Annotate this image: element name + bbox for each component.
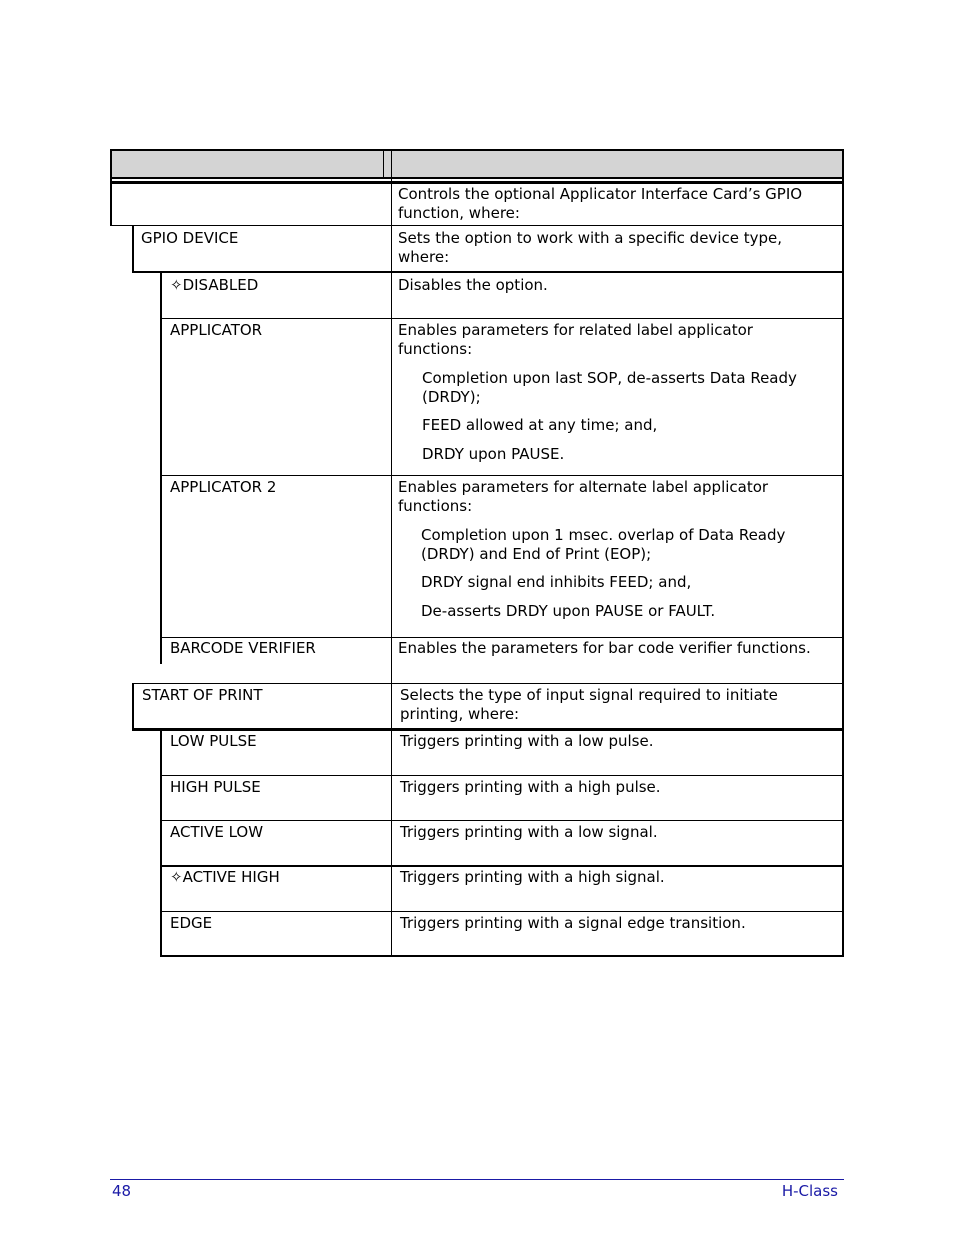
grid-line <box>160 775 844 776</box>
grid-line <box>132 226 134 273</box>
grid-line <box>160 730 162 957</box>
row-desc-line: functions: <box>398 340 473 358</box>
footer-product-name: H-Class <box>781 1182 838 1200</box>
row-desc-line: where: <box>398 248 450 266</box>
row-desc-line: Enables parameters for related label applicator <box>398 321 753 339</box>
grid-line <box>160 475 844 476</box>
row-name: ✧DISABLED <box>170 276 259 294</box>
row-desc-line: Disables the option. <box>398 276 548 294</box>
sub-item-line: DRDY upon PAUSE. <box>422 445 565 463</box>
grid-line <box>160 865 844 867</box>
row-name: GPIO DEVICE <box>141 229 239 247</box>
row-name: ACTIVE LOW <box>170 823 264 841</box>
grid-line <box>160 318 844 319</box>
grid-line <box>110 225 844 226</box>
row-desc-line: functions: <box>398 497 473 515</box>
row-name: EDGE <box>170 914 213 932</box>
row-desc-line: Enables parameters for alternate label applicator <box>398 478 769 496</box>
grid-line <box>110 177 844 179</box>
row-desc-line: Sets the option to work with a specific device type, <box>398 229 783 247</box>
row-desc-line: Triggers printing with a low pulse. <box>400 732 654 750</box>
row-name: APPLICATOR 2 <box>170 478 277 496</box>
grid-line <box>160 955 844 957</box>
grid-line <box>160 911 844 912</box>
grid-line <box>110 149 112 226</box>
table-header-left <box>110 150 392 178</box>
grid-line <box>132 271 844 273</box>
row-desc-line: function, where: <box>398 204 520 222</box>
grid-line <box>110 149 844 151</box>
sub-item-line: Completion upon last SOP, de-asserts Data Ready <box>422 369 797 387</box>
table-header-right <box>392 150 844 178</box>
grid-line <box>160 637 844 638</box>
row-desc-line: printing, where: <box>400 705 520 723</box>
grid-line <box>132 683 134 730</box>
row-name: LOW PULSE <box>170 732 257 750</box>
row-name: BARCODE VERIFIER <box>170 639 316 657</box>
sub-item-line: De-asserts DRDY upon PAUSE or FAULT. <box>421 602 716 620</box>
sub-item-line: FEED allowed at any time; and, <box>422 416 658 434</box>
grid-line <box>110 181 844 184</box>
row-name: START OF PRINT <box>142 686 263 704</box>
footer-rule <box>110 1179 844 1180</box>
row-desc-line: Controls the optional Applicator Interface Card’s GPIO <box>398 185 803 203</box>
sub-item-line: (DRDY) and End of Print (EOP); <box>421 545 652 563</box>
row-name: ✧ACTIVE HIGH <box>170 868 280 886</box>
sub-item-line: DRDY signal end inhibits FEED; and, <box>421 573 692 591</box>
page-number: 48 <box>112 1182 132 1200</box>
row-desc-line: Triggers printing with a high signal. <box>400 868 665 886</box>
row-desc-line: Triggers printing with a low signal. <box>400 823 658 841</box>
row-desc-line: Triggers printing with a high pulse. <box>400 778 661 796</box>
row-desc-line: Triggers printing with a signal edge transition. <box>400 914 746 932</box>
sub-item-line: Completion upon 1 msec. overlap of Data Ready <box>421 526 786 544</box>
row-desc-line: Selects the type of input signal required to initiate <box>400 686 778 704</box>
row-name: HIGH PULSE <box>170 778 261 796</box>
row-desc-line: Enables the parameters for bar code verifier functions. <box>398 639 811 657</box>
grid-line <box>132 728 844 731</box>
sub-item-line: (DRDY); <box>422 388 481 406</box>
grid-line <box>132 683 844 684</box>
grid-line <box>383 150 384 178</box>
grid-line <box>160 272 162 664</box>
grid-line <box>160 820 844 821</box>
row-name: APPLICATOR <box>170 321 263 339</box>
